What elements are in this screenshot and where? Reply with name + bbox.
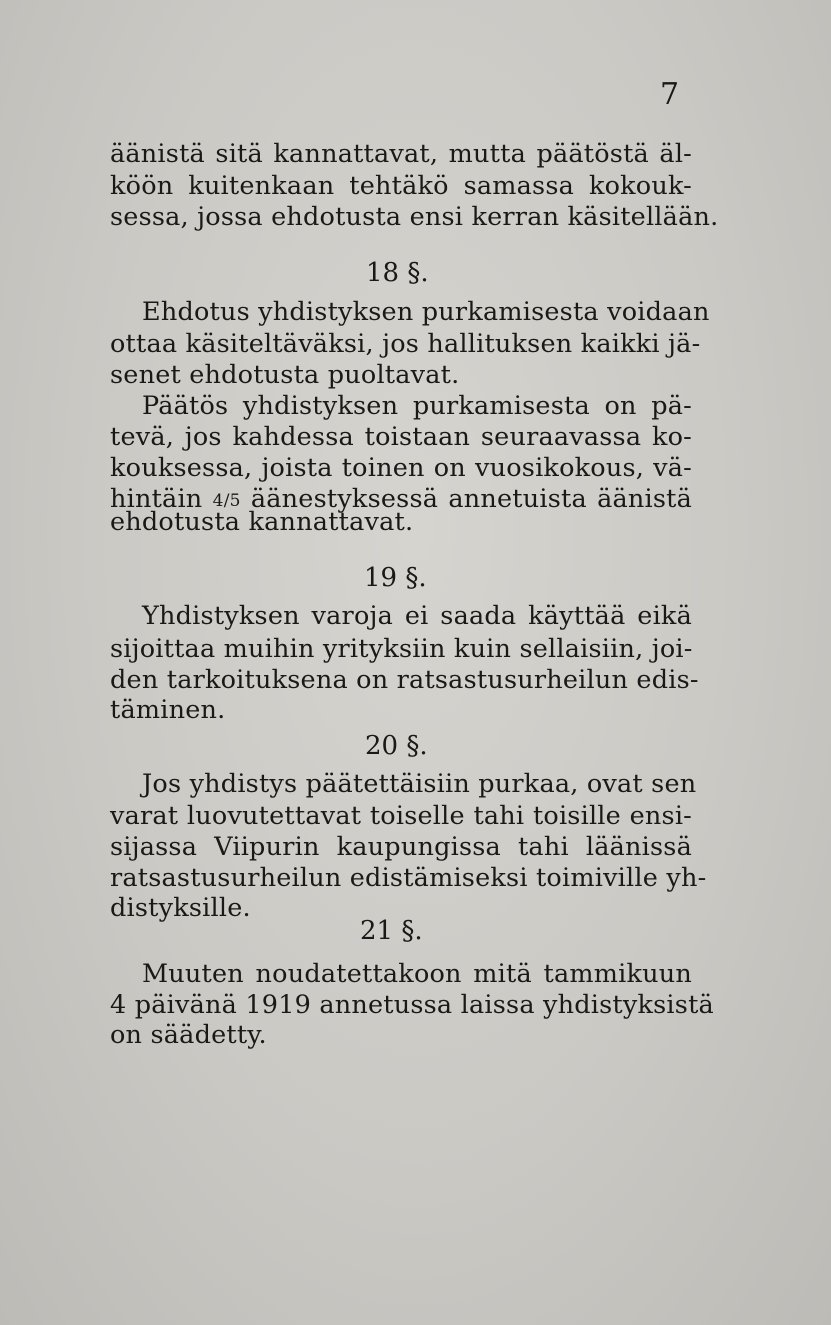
- text-line: ottaa käsiteltäväksi, jos hallituksen kaikki jä-: [110, 329, 701, 359]
- fraction: 4/5: [212, 491, 241, 511]
- section-21-heading: 21 §.: [360, 916, 423, 946]
- text-line: kouksessa, joista toinen on vuosikokous, vä-: [110, 453, 692, 483]
- text-line: distyksille.: [110, 893, 251, 923]
- text-line: Päätös yhdistyksen purkamisesta on pä-: [142, 391, 692, 421]
- text-line: varat luovutettavat toiselle tahi toisille ensi-: [110, 801, 692, 831]
- text-line: täminen.: [110, 695, 226, 725]
- text-line: 4 päivänä 1919 annetussa laissa yhdistyksistä: [110, 990, 714, 1020]
- text-fragment: hintäin: [110, 484, 203, 514]
- section-20-heading: 20 §.: [365, 731, 428, 761]
- text-line: Ehdotus yhdistyksen purkamisesta voidaan: [142, 297, 710, 327]
- text-line: Muuten noudatettakoon mitä tammikuun: [142, 959, 692, 989]
- page-number: 7: [660, 77, 680, 112]
- text-line: tevä, jos kahdessa toistaan seuraavassa ko-: [110, 422, 692, 452]
- text-line: äänistä sitä kannattavat, mutta päätöstä äl-: [110, 139, 692, 169]
- text-line: sijoittaa muihin yrityksiin kuin sellaisiin, joi-: [110, 634, 693, 664]
- text-line: senet ehdotusta puoltavat.: [110, 360, 460, 390]
- text-line: ehdotusta kannattavat.: [110, 507, 414, 537]
- text-line: on säädetty.: [110, 1020, 267, 1050]
- text-line: sessa, jossa ehdotusta ensi kerran käsitellään.: [110, 202, 719, 232]
- text-line: ratsastusurheilun edistämiseksi toimiville yh-: [110, 863, 707, 893]
- text-line: köön kuitenkaan tehtäkö samassa kokouk-: [110, 171, 692, 201]
- text-line: Jos yhdistys päätettäisiin purkaa, ovat sen: [142, 769, 697, 799]
- text-line: den tarkoituksena on ratsastusurheilun edis-: [110, 665, 699, 695]
- section-18-heading: 18 §.: [366, 258, 429, 288]
- section-19-heading: 19 §.: [364, 563, 427, 593]
- text-fragment: äänestyksessä annetuista äänistä: [250, 484, 693, 514]
- text-line: Yhdistyksen varoja ei saada käyttää eikä: [142, 601, 692, 631]
- text-line: sijassa Viipurin kaupungissa tahi läänissä: [110, 832, 692, 862]
